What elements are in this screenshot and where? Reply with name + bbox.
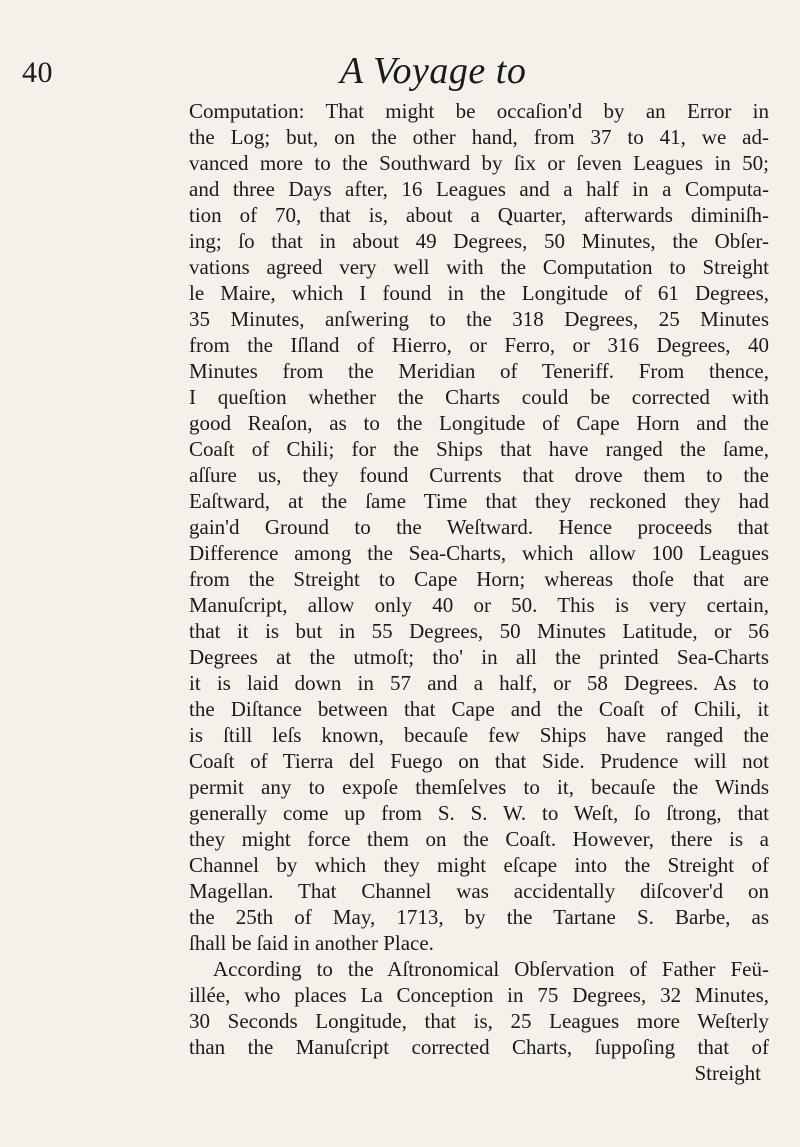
text-line: Channel by which they might eſcape into the Streight of <box>189 853 769 877</box>
text-line: gain'd Ground to the Weſtward. Hence proceeds that <box>189 515 769 539</box>
text-line: 30 Seconds Longitude, that is, 25 Leagues more Weſterly <box>189 1009 769 1033</box>
text-line: I queſtion whether the Charts could be corrected with <box>189 385 769 409</box>
text-line: le Maire, which I found in the Longitude of 61 Degrees, <box>189 281 769 305</box>
running-head: A Voyage to <box>340 50 527 92</box>
text-line: Computation: That might be occaſion'd by an Error in <box>189 99 769 123</box>
text-line: Coaſt of Chili; for the Ships that have ranged the ſame, <box>189 437 769 461</box>
text-line: generally come up from S. S. W. to Weſt, ſo ſtrong, that <box>189 801 769 825</box>
text-line: they might force them on the Coaſt. However, there is a <box>189 827 769 851</box>
text-line: According to the Aſtronomical Obſervation of Father Feü- <box>213 957 769 981</box>
text-line: it is laid down in 57 and a half, or 58 Degrees. As to <box>189 671 769 695</box>
page-number: 40 <box>22 56 53 89</box>
text-line: ſhall be ſaid in another Place. <box>189 931 434 955</box>
text-line: and three Days after, 16 Leagues and a half in a Computa- <box>189 177 769 201</box>
text-line: is ſtill leſs known, becauſe few Ships have ranged the <box>189 723 769 747</box>
text-line: Manuſcript, allow only 40 or 50. This is very certain, <box>189 593 769 617</box>
text-line: tion of 70, that is, about a Quarter, afterwards diminiſh- <box>189 203 769 227</box>
text-line: Coaſt of Tierra del Fuego on that Side. Prudence will not <box>189 749 769 773</box>
text-line: the Log; but, on the other hand, from 37 to 41, we ad- <box>189 125 769 149</box>
text-line: illée, who places La Conception in 75 Degrees, 32 Minutes, <box>189 983 769 1007</box>
text-line: 35 Minutes, anſwering to the 318 Degrees, 25 Minutes <box>189 307 769 331</box>
text-line: than the Manuſcript corrected Charts, ſuppoſing that of <box>189 1035 769 1059</box>
text-line: Magellan. That Channel was accidentally diſcover'd on <box>189 879 769 903</box>
text-line: that it is but in 55 Degrees, 50 Minutes Latitude, or 56 <box>189 619 769 643</box>
catchword: Streight <box>694 1061 761 1085</box>
text-line: aſſure us, they found Currents that drove them to the <box>189 463 769 487</box>
text-line: good Reaſon, as to the Longitude of Cape Horn and the <box>189 411 769 435</box>
text-line: from the Streight to Cape Horn; whereas thoſe that are <box>189 567 769 591</box>
text-line: Difference among the Sea-Charts, which allow 100 Leagues <box>189 541 769 565</box>
text-line: ing; ſo that in about 49 Degrees, 50 Minutes, the Obſer- <box>189 229 769 253</box>
text-line: Eaſtward, at the ſame Time that they reckoned they had <box>189 489 769 513</box>
text-line: Degrees at the utmoſt; tho' in all the printed Sea-Charts <box>189 645 769 669</box>
text-line: Minutes from the Meridian of Teneriff. From thence, <box>189 359 769 383</box>
text-line: permit any to expoſe themſelves to it, becauſe the Winds <box>189 775 769 799</box>
text-line: vanced more to the Southward by ſix or ſeven Leagues in 50; <box>189 151 769 175</box>
body-text <box>189 98 769 1086</box>
text-line: the 25th of May, 1713, by the Tartane S. Barbe, as <box>189 905 769 929</box>
text-line: from the Iſland of Hierro, or Ferro, or 316 Degrees, 40 <box>189 333 769 357</box>
text-line: vations agreed very well with the Computation to Streight <box>189 255 769 279</box>
text-line: the Diſtance between that Cape and the Coaſt of Chili, it <box>189 697 769 721</box>
